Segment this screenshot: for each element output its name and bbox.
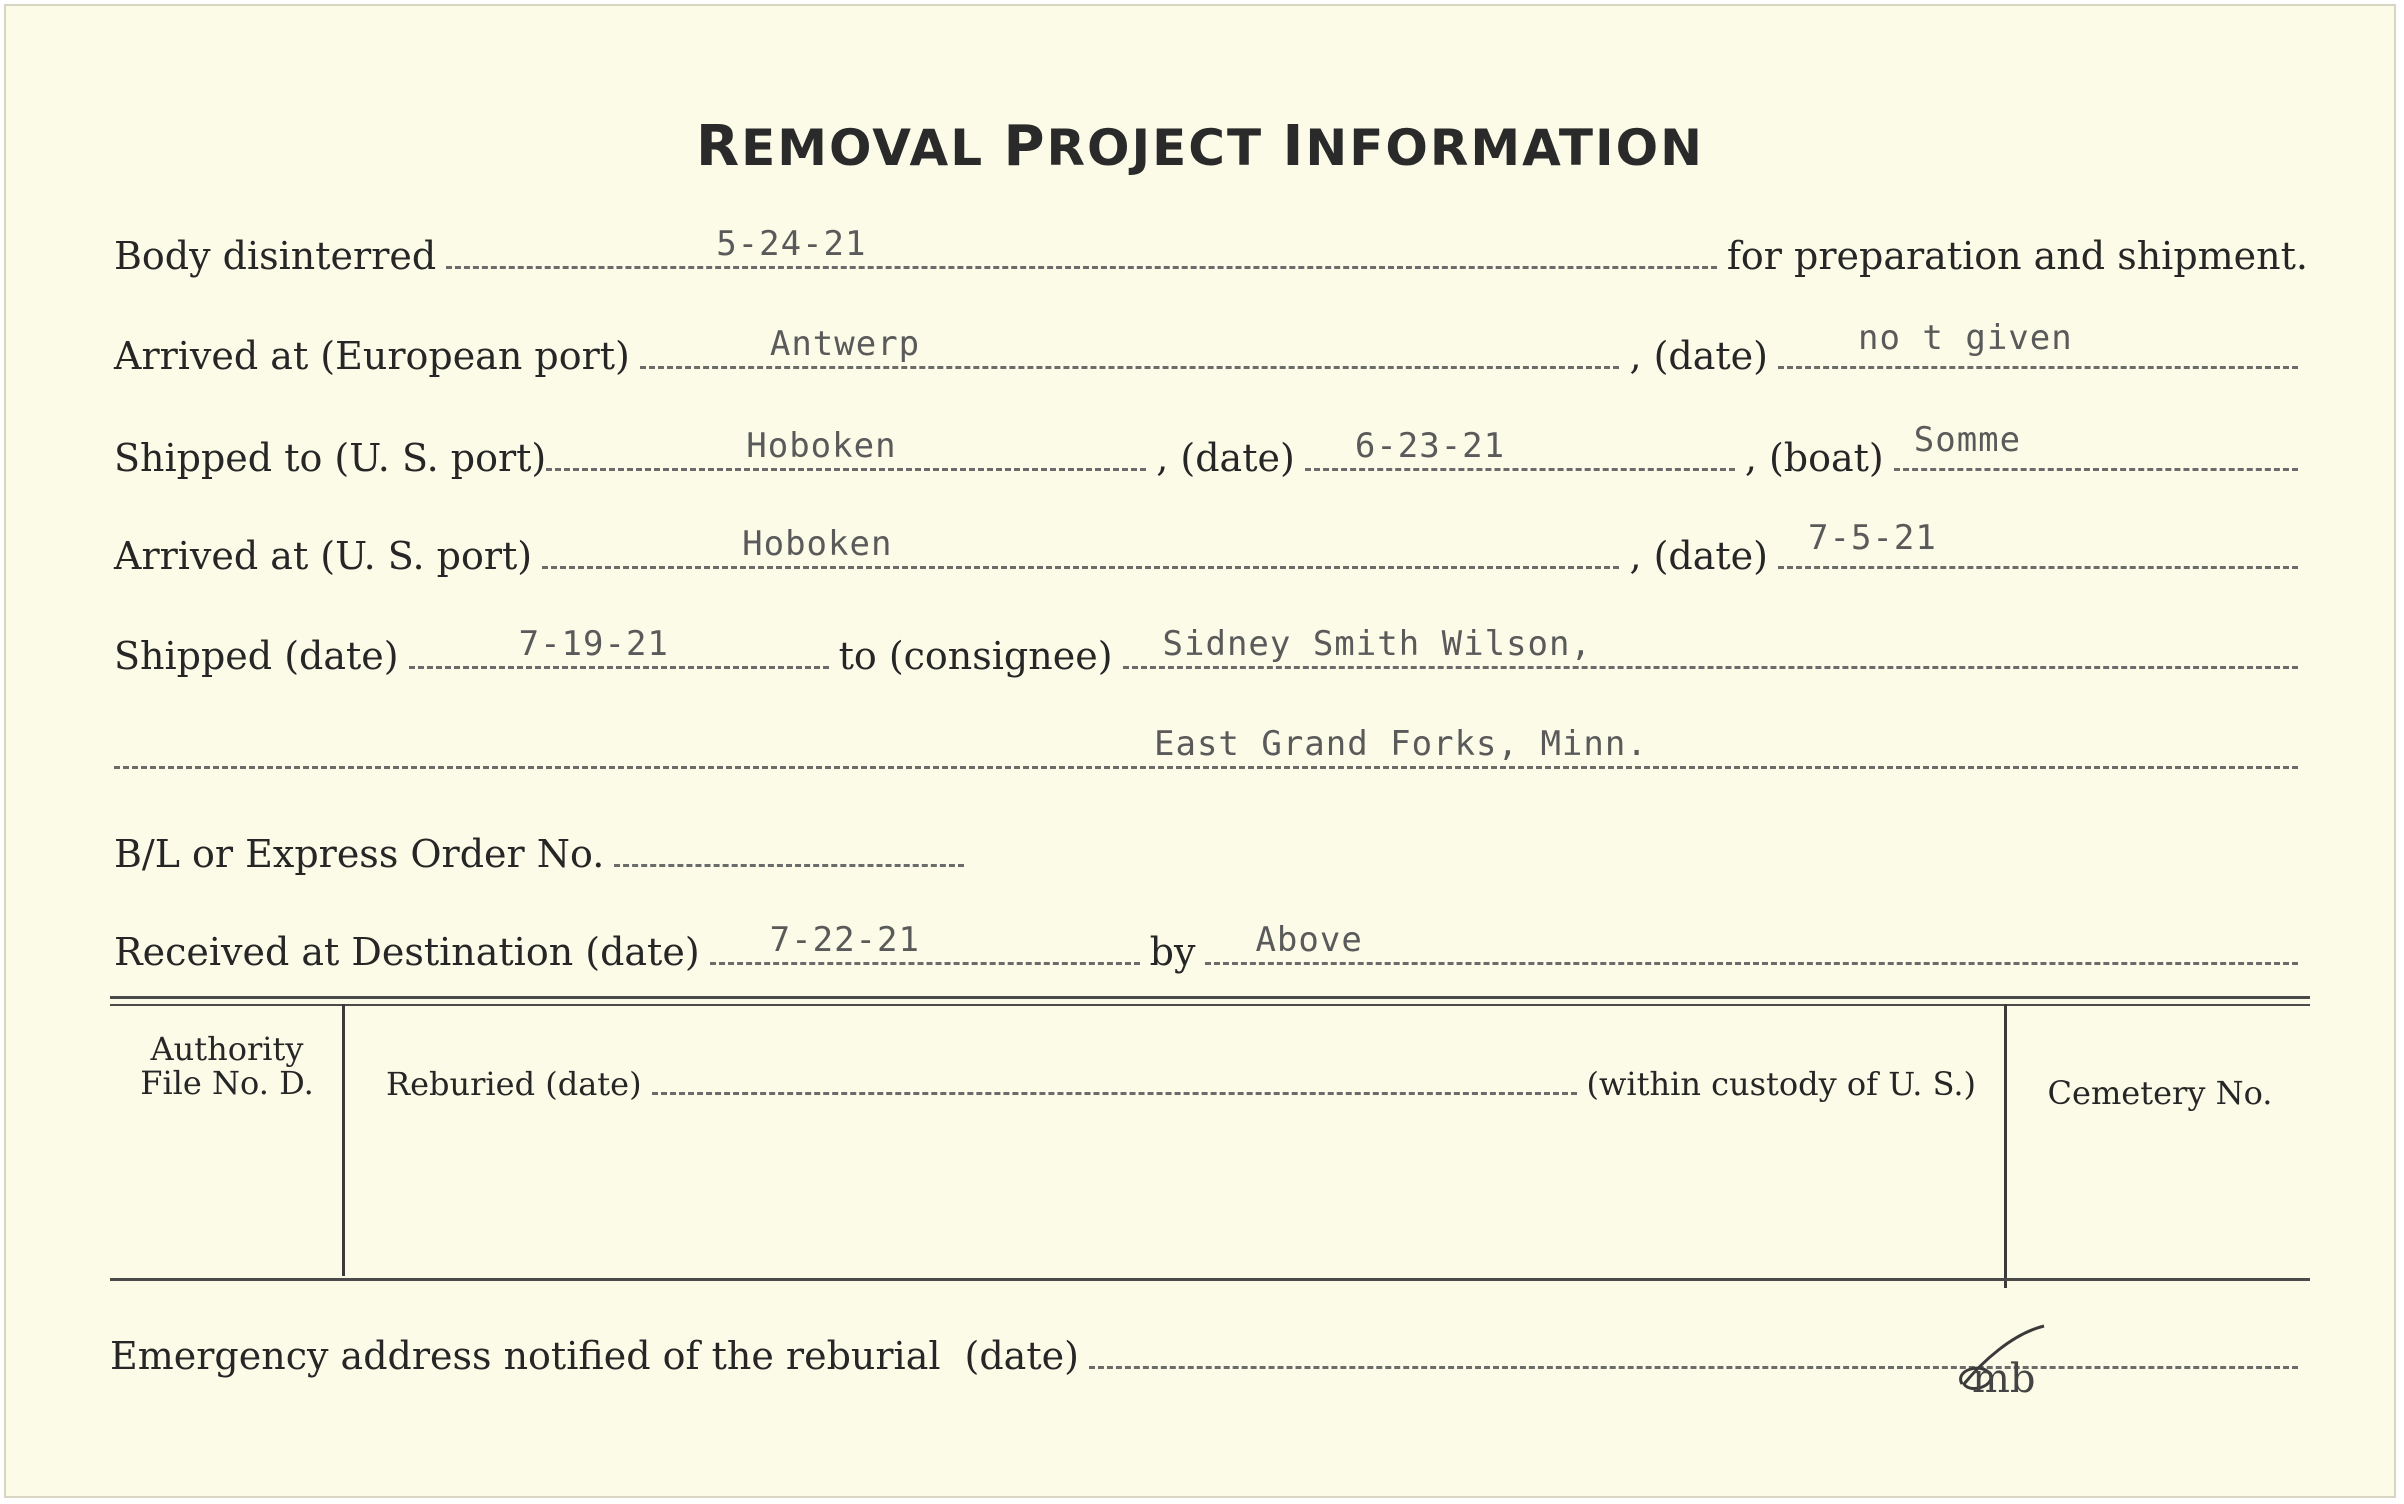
shipped-date-field[interactable]: [1305, 428, 1735, 471]
bl-order-field[interactable]: [614, 824, 964, 867]
body-disinterred-field[interactable]: [446, 226, 1717, 269]
row-consignee-address: [114, 726, 2308, 782]
european-date-field[interactable]: [1778, 318, 2298, 369]
shipped-date2-value: 7-19-21: [518, 624, 669, 664]
shipped-date2-label: Shipped (date): [114, 634, 399, 678]
boat-label: , (boat): [1744, 436, 1884, 480]
box-top-rule: [110, 996, 2310, 999]
file-no-label: File No. D.: [140, 1064, 314, 1102]
card-title: REMOVAL PROJECT INFORMATION: [696, 114, 1704, 179]
arrived-us-date-label: , (date): [1629, 534, 1768, 578]
row-shipped-us-port: [114, 420, 2308, 484]
arrived-us-date-field[interactable]: [1778, 518, 2298, 569]
european-port-value: Antwerp: [769, 324, 921, 364]
boat-field[interactable]: [1894, 420, 2298, 471]
european-port-field[interactable]: [640, 326, 1620, 369]
arrived-us-date-value: 7-5-21: [1808, 518, 1937, 558]
consignee-address-value: East Grand Forks, Minn.: [1154, 724, 1648, 764]
consignee-field[interactable]: [1123, 626, 2298, 669]
consignee-address-field[interactable]: [114, 726, 2298, 769]
received-by-label: by: [1149, 930, 1196, 974]
received-date-value: 7-22-21: [769, 920, 920, 960]
row-bl-order: [114, 824, 2308, 880]
boat-value: Somme: [1913, 420, 2022, 460]
initials-text: mb: [1972, 1356, 2036, 1402]
shipped-to-port-value: Hoboken: [746, 426, 897, 466]
european-date-label: , (date): [1629, 334, 1768, 378]
bl-order-label: B/L or Express Order No.: [114, 832, 605, 876]
cemetery-no-label: Cemetery No.: [2047, 1074, 2273, 1112]
box-top-rule-inner: [110, 1004, 2310, 1006]
arrived-us-port-value: Hoboken: [742, 524, 893, 564]
arrived-us-port-field[interactable]: [542, 526, 1619, 569]
box-divider-right: [2004, 1004, 2007, 1288]
body-disinterred-value: 5-24-21: [716, 224, 867, 264]
european-port-label: Arrived at (European port): [114, 334, 630, 378]
clerk-initials: [1966, 1356, 2036, 1402]
reburied-row: [386, 1060, 1976, 1103]
body-disinterred-label: Body disinterred: [114, 234, 437, 278]
received-by-value: Above: [1255, 920, 1363, 960]
row-shipped-consignee: [114, 626, 2308, 682]
row-arrived-european-port: [114, 318, 2308, 382]
authority-file-cell: [116, 1032, 338, 1100]
preparation-shipment-label: for preparation and shipment.: [1726, 234, 2308, 278]
emergency-label: Emergency address notified of the reburial: [110, 1334, 941, 1378]
shipped-date-value: 6-23-21: [1354, 426, 1506, 466]
received-by-field[interactable]: [1205, 922, 2298, 965]
emergency-date-label: (date): [964, 1334, 1079, 1378]
emergency-date-field[interactable]: [1089, 1326, 2298, 1369]
shipped-to-label: Shipped to (U. S. port): [114, 436, 547, 480]
box-bottom-rule: [110, 1278, 2310, 1281]
received-date-label: Received at Destination (date): [114, 930, 700, 974]
european-date-value: no t given: [1858, 318, 2073, 358]
reburied-date-label: Reburied (date): [386, 1065, 642, 1103]
row-arrived-us-port: [114, 518, 2308, 582]
shipped-to-port-field[interactable]: [546, 428, 1146, 471]
arrived-us-port-label: Arrived at (U. S. port): [114, 534, 533, 578]
shipped-date-label: , (date): [1156, 436, 1295, 480]
row-received-destination: [114, 922, 2308, 978]
removal-project-card: [4, 4, 2396, 1498]
custody-label: (within custody of U. S.): [1586, 1065, 1976, 1103]
authority-label: Authority: [150, 1030, 304, 1068]
received-date-field[interactable]: [710, 922, 1140, 965]
consignee-label: to (consignee): [838, 634, 1113, 678]
row-body-disinterred: [114, 226, 2308, 282]
shipped-date2-field[interactable]: [409, 626, 829, 669]
consignee-value: Sidney Smith Wilson,: [1162, 624, 1592, 664]
box-divider-left: [342, 1004, 345, 1276]
reburied-date-field[interactable]: [652, 1060, 1577, 1095]
